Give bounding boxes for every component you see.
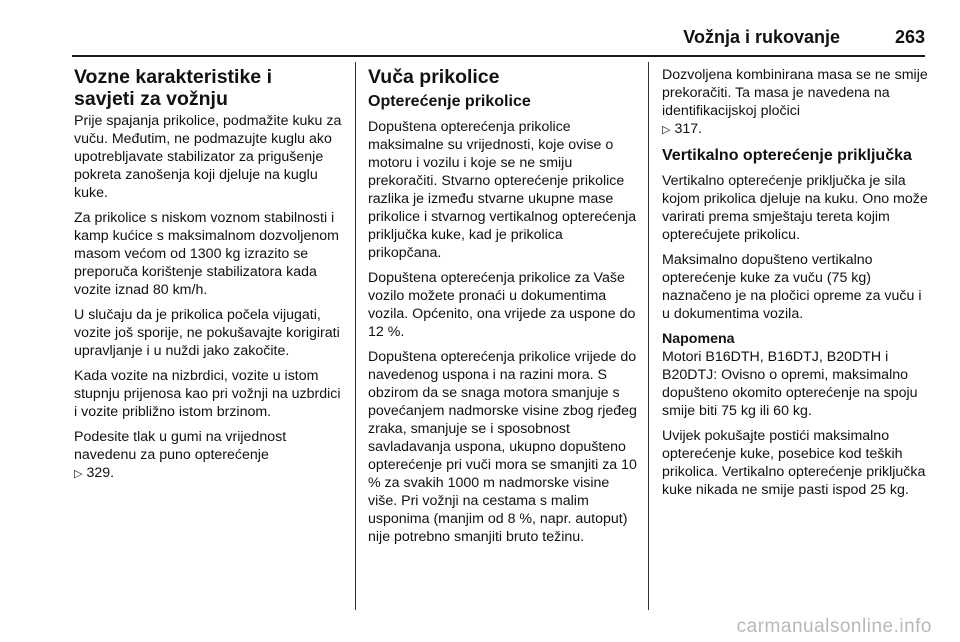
paragraph: U slučaju da je prikolica počela vijugati, vozite još sporije, ne pokušavajte korigirati upravljanje i u nuždi jako zakočite. [74, 307, 340, 359]
heading-driving-tips: Vozne karakteristike i savjeti za vožnju [74, 66, 272, 110]
page-number: 263 [894, 27, 925, 47]
paragraph: Dopuštena opterećenja prikolice vrijede do navedenog uspona i na razini mora. S obzirom da se snaga motora smanjuje s povećanjem nadmorske visine zbog rjeđeg zraka, smanjuje se i sposobnost savladavanja uspona, ukupno dopušteno opterećenje pri vuči mora se smanjiti za 10 % za svakih 1000 m nadmorske visine više. Pri vožnji na cestama s malim usponima (manjim od 8 %, napr. autoput) nije potrebno smanjiti bruto težinu. [368, 349, 637, 545]
paragraph: Dopuštena opterećenja prikolice za Vaše vozilo možete pronaći u dokumentima vozila. Općenito, ona vrijede za uspone do 12 %. [368, 270, 636, 340]
column-2 [368, 66, 640, 553]
paragraph [74, 428, 346, 483]
arrow-right-icon: ▷ [662, 124, 671, 136]
column-divider-left [355, 62, 356, 610]
page-header [72, 24, 925, 57]
heading-trailer-towing: Vuča prikolice [368, 66, 500, 88]
paragraph: Dopuštena opterećenja prikolice maksimalne su vrijednosti, koje ovise o motoru i vozilu i koje se ne smiju prekoračiti. Stvarno opterećenje prikolice razlika je između stvarne ukupne mase prikolice i stvarnog vertikalnog opterećenja priključka kuke, kad je prikolica prikopčana. [368, 119, 637, 261]
subheading-trailer-load: Opterećenje prikolice [368, 93, 531, 110]
column-1 [74, 66, 346, 490]
note-text: Motori B16DTH, B16DTJ, B20DTH i B20DTJ: Ovisno o opremi, maksimalno dopušteno okomito opterećenje na spoju smije biti 75 kg ili 60 kg. [662, 349, 918, 419]
paragraph: Vertikalno opterećenje priključka je sila kojom prikolica djeluje na kuku. Ono može varirati prema smještaju tereta kojim opterećujete prikolicu. [662, 173, 928, 243]
paragraph [662, 66, 930, 139]
note-block [662, 330, 930, 420]
section-title: Vožnja i rukovanje [683, 27, 840, 47]
page-reference[interactable]: 329. [86, 465, 115, 481]
paragraph: Kada vozite na nizbrdici, vozite u istom stupnju prijenosa kao pri vožnji na uzbrdici i vozite približno istom brzinom. [74, 368, 341, 420]
page-reference[interactable]: 317. [674, 121, 703, 137]
column-3 [662, 66, 930, 506]
paragraph-text: Dozvoljena kombinirana masa se ne smije prekoračiti. Ta masa je navedena na identifikacijskoj pločici [662, 67, 928, 119]
paragraph: Za prikolice s niskom voznom stabilnosti i kamp kućice s maksimalnom dozvoljenom masom većom od 1300 kg izrazito se preporuča korištenje stabilizatora kada vozite iznad 80 km/h. [74, 210, 339, 298]
paragraph-text: Podesite tlak u gumi na vrijednost navedenu za puno opterećenje [74, 429, 287, 463]
subheading-vertical-load: Vertikalno opterećenje priključka [662, 147, 912, 164]
column-divider-right [648, 62, 649, 610]
watermark: carmanualsonline.info [736, 616, 932, 637]
paragraph: Maksimalno dopušteno vertikalno opterećenje kuke za vuču (75 kg) naznačeno je na pločici opreme za vuču i u dokumentima vozila. [662, 252, 922, 322]
paragraph: Prije spajanja prikolice, podmažite kuku za vuču. Međutim, ne podmazujte kuglu ako upotrebljavate stabilizator za prigušenje pokreta zanošenja koji djeluje na kuglu kuke. [74, 113, 342, 201]
paragraph: Uvijek pokušajte postići maksimalno opterećenje kuke, posebice kod teških prikolica. Vertikalno opterećenje priključka kuke nikada ne smije pasti ispod 25 kg. [662, 428, 926, 498]
arrow-right-icon: ▷ [74, 468, 83, 480]
note-title: Napomena [662, 331, 735, 347]
